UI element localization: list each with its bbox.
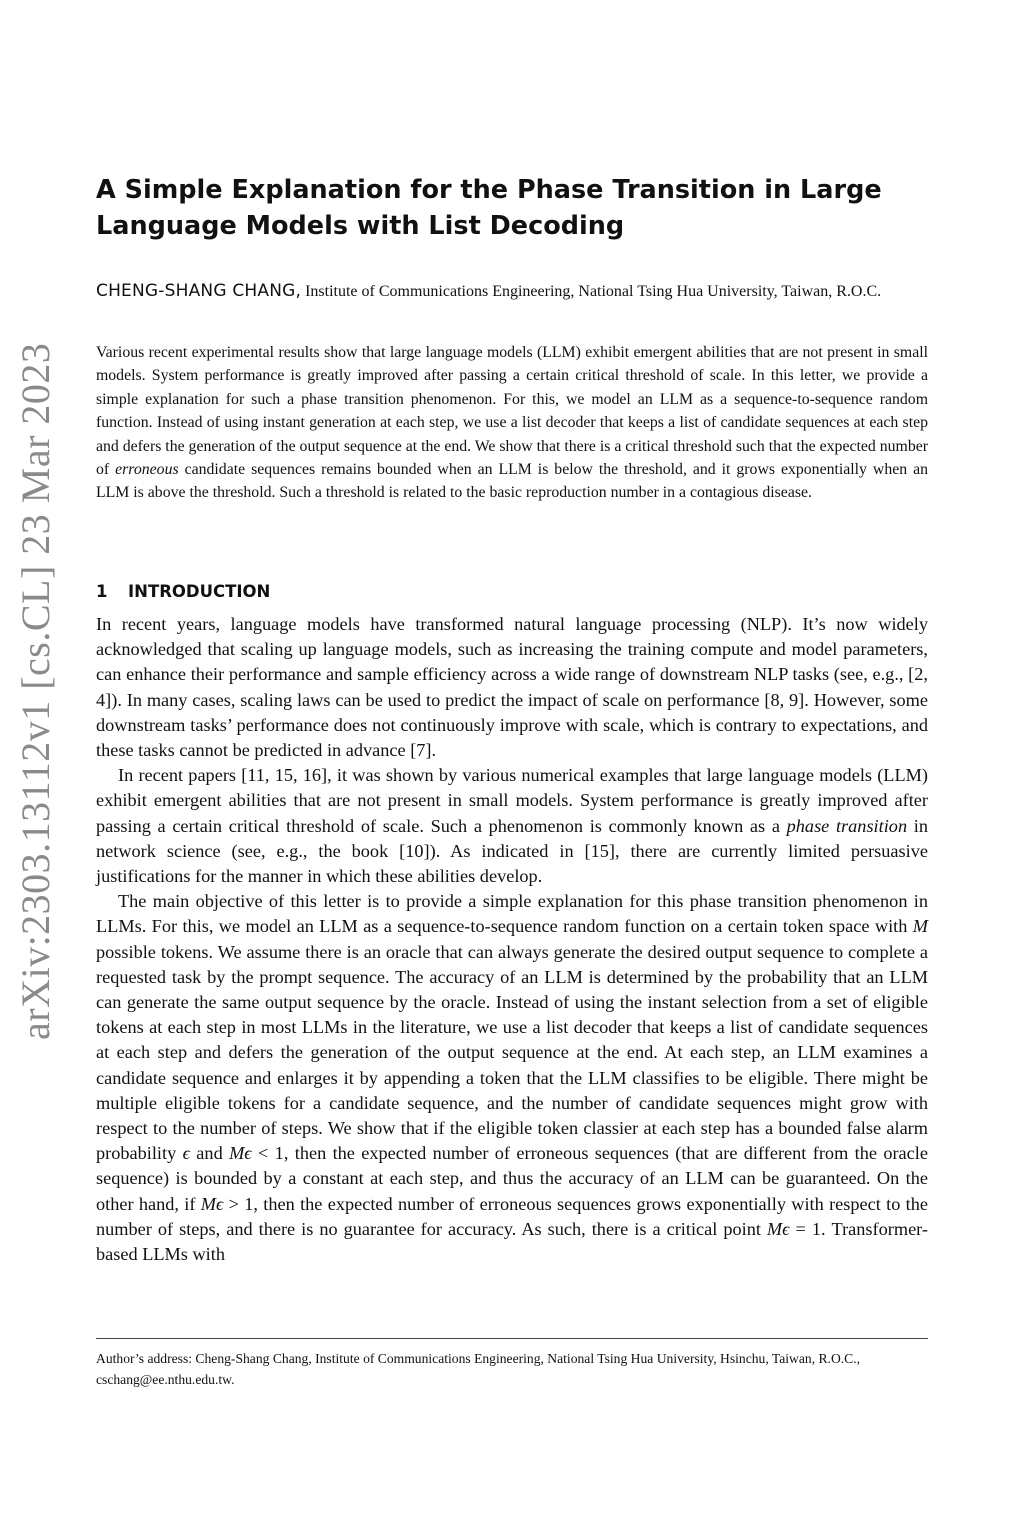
math-m: M — [912, 916, 928, 937]
body-text — [96, 612, 928, 1267]
paragraph-2 — [96, 763, 928, 889]
paragraph-2-text-a: In recent papers [11, 15, 16], it was shown by various numerical examples that large language models (LLM) exhibit emergent abilities that are not present in small models. System performance is greatly improved after passing a certain critical threshold of scale. Such a phenomenon is commonly known as a — [96, 765, 928, 836]
math-m-epsilon-2: Mϵ — [200, 1193, 224, 1214]
paragraph-1: In recent years, language models have transformed natural language processing (NLP). It’s now widely acknowledged that scaling up language models, such as increasing the training compute and model parameters, can enhance their performance and sample efficiency across a wide range of downstream NLP tasks (see, e.g., [2, 4]). In many cases, scaling laws can be used to predict the impact of scale on performance [8, 9]. However, some downstream tasks’ performance does not continuously improve with scale, which is contrary to expectations, and these tasks cannot be predicted in advance [7]. — [96, 614, 928, 761]
abstract-text-2: candidate sequences remains bounded when an LLM is below the threshold, and it grows exponentially when an LLM is above the threshold. Such a threshold is related to the basic reproduction number in a contagious disease. — [96, 461, 929, 502]
abstract-emphasis: erroneous — [115, 461, 179, 479]
section-number: 1 — [96, 582, 108, 601]
math-m-epsilon-3: Mϵ — [766, 1218, 790, 1239]
math-epsilon: ϵ — [182, 1143, 190, 1164]
abstract — [96, 341, 928, 505]
paragraph-3-text-e: > 1, then the expected number of erroneous sequences grows exponentially with respect to the number of steps, and there is no guarantee for accuracy. As such, there is a critical point — [96, 1193, 929, 1239]
paragraph-2-emphasis: phase transition — [786, 815, 908, 836]
abstract-text-1: Various recent experimental results show that large language models (LLM) exhibit emergent abilities that are not present in small models. System performance is greatly improved after passing a certain critical threshold of scale. In this letter, we provide a simple explanation for such a phase transition phenomenon. For this, we model an LLM as a sequence-to-sequence random function. Instead of using instant generation at each step, we use a list decoder that keeps a list of candidate sequences at each step and defers the generation of the output sequence at the end. We show that there is a critical threshold such that the expected number of — [96, 344, 928, 479]
paragraph-2-text-b: in network science (see, e.g., the book [10]). As indicated in [15], there are currently limited persuasive justifications for the manner in which these abilities develop. — [96, 815, 928, 887]
author-name: CHENG-SHANG CHANG, — [96, 281, 302, 301]
paragraph-3-text-c: and — [189, 1143, 230, 1164]
paper-title: A Simple Explanation for the Phase Transition in Large Language Models with List Decoding — [96, 175, 882, 241]
section-title: INTRODUCTION — [128, 582, 271, 601]
author-address-footnote: Author’s address: Cheng-Shang Chang, Institute of Communications Engineering, National Tsing Hua University, Hsinchu, Taiwan, R.O.C., cschang@ee.nthu.edu.tw. — [96, 1351, 861, 1387]
paragraph-3-text-f: = 1. Transformer-based LLMs with — [96, 1218, 928, 1265]
author-affiliation: Institute of Communications Engineering, National Tsing Hua University, Taiwan, R.O.C. — [301, 283, 882, 300]
paragraph-3 — [96, 889, 928, 1267]
footnote-divider — [96, 1338, 928, 1339]
section-heading — [96, 582, 928, 601]
paragraph-3-text-d: < 1, then the expected number of erroneous sequences (that are different from the oracle sequence) is bounded by a constant at each step, and thus the accuracy of an LLM can be guaranteed. On the other hand, if — [96, 1143, 928, 1214]
paragraph-3-text-b: possible tokens. We assume there is an oracle that can always generate the desired output sequence to complete a requested task by the prompt sequence. The accuracy of an LLM is determined by the probability that an LLM can generate the same output sequence by the oracle. Instead of using the instant selection from a set of eligible tokens at each step in most LLMs in the literature, we use a list decoder that keeps a list of candidate sequences at each step and defers the generation of the output sequence at the end. At each step, an LLM examines a candidate sequence and enlarges it by appending a token that the LLM classifies to be eligible. There might be multiple eligible tokens for a candidate sequence, and the number of candidate sequences might grow with respect to the number of steps. We show that if the eligible token classier at each step has a bounded false alarm probability — [96, 941, 928, 1164]
arxiv-identifier-stamp: arXiv:2303.13112v1 [cs.CL] 23 Mar 2023 — [13, 342, 58, 1040]
math-m-epsilon-1: Mϵ — [229, 1143, 252, 1164]
author-block — [96, 278, 928, 305]
paragraph-3-text-a: The main objective of this letter is to provide a simple explanation for this phase transition phenomenon in LLMs. For this, we model an LLM as a sequence-to-sequence random function on a certain token space with — [96, 891, 928, 937]
